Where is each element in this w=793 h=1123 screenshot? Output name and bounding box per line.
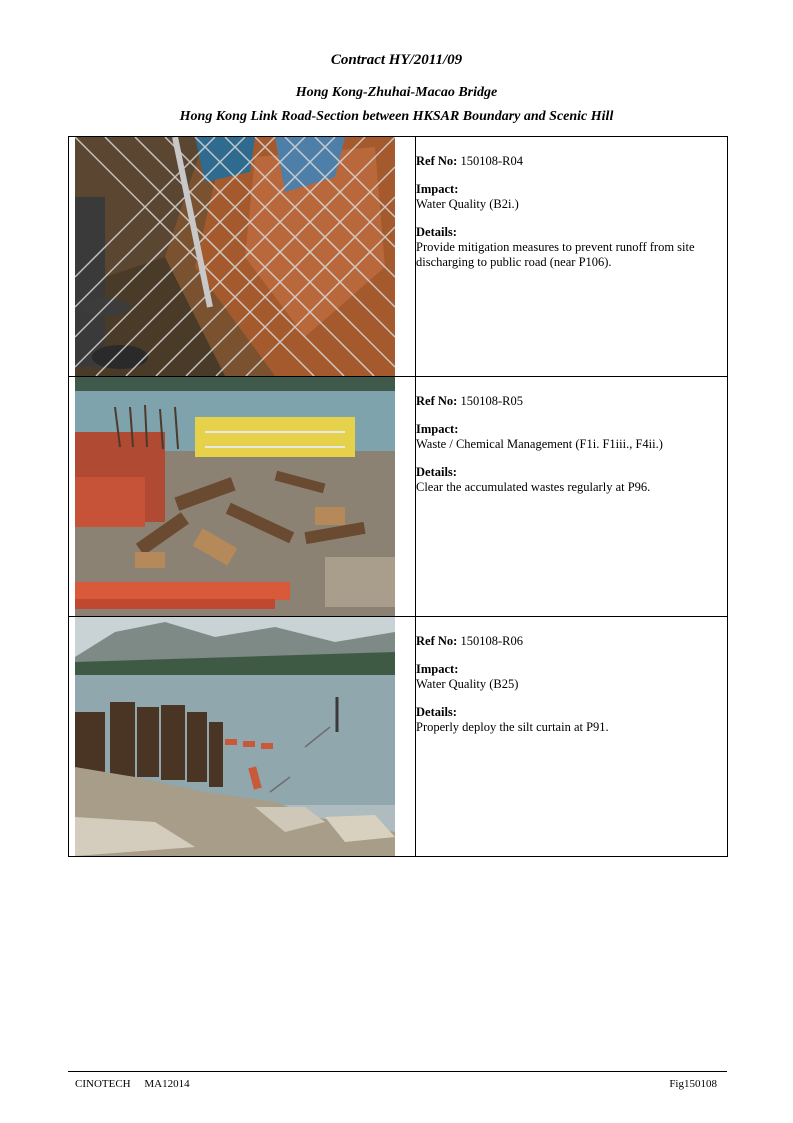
impact-block bbox=[416, 182, 727, 212]
details-value: Properly deploy the silt curtain at P91. bbox=[416, 720, 609, 734]
ref-label: Ref No: bbox=[416, 394, 458, 408]
ref-label: Ref No: bbox=[416, 634, 458, 648]
contract-title: Contract HY/2011/09 bbox=[330, 52, 463, 68]
details-block bbox=[416, 465, 727, 495]
section-title: Hong Kong Link Road-Section between HKSAR Boundary and Scenic Hill bbox=[179, 109, 614, 124]
record-details bbox=[416, 617, 728, 857]
impact-label: Impact: bbox=[416, 182, 459, 196]
site-photo-silt-curtain bbox=[69, 617, 416, 857]
ref-line bbox=[416, 634, 727, 649]
impact-value: Waste / Chemical Management (F1i. F1iii., F4ii.) bbox=[416, 437, 663, 451]
details-label: Details: bbox=[416, 225, 457, 239]
details-block bbox=[416, 705, 727, 735]
impact-block bbox=[416, 662, 727, 692]
project-title: Hong Kong-Zhuhai-Macao Bridge bbox=[295, 85, 498, 100]
ref-label: Ref No: bbox=[416, 154, 458, 168]
ref-line bbox=[416, 394, 727, 409]
footer-left bbox=[75, 1078, 190, 1090]
site-photo-waste bbox=[69, 377, 416, 617]
impact-value: Water Quality (B25) bbox=[416, 677, 519, 691]
ref-line bbox=[416, 154, 727, 169]
table-row bbox=[69, 377, 728, 617]
details-label: Details: bbox=[416, 465, 457, 479]
waste-pile-photo bbox=[75, 377, 395, 616]
footer-rule bbox=[68, 1071, 727, 1072]
impact-value: Water Quality (B2i.) bbox=[416, 197, 519, 211]
silt-curtain-photo bbox=[75, 617, 395, 856]
ref-value: 150108-R04 bbox=[460, 154, 523, 168]
record-details bbox=[416, 377, 728, 617]
table-row bbox=[69, 137, 728, 377]
impact-label: Impact: bbox=[416, 422, 459, 436]
footer-figure: Fig150108 bbox=[669, 1078, 717, 1090]
footer-report: MA12014 bbox=[144, 1078, 190, 1090]
record-details bbox=[416, 137, 728, 377]
table-row bbox=[69, 617, 728, 857]
impact-label: Impact: bbox=[416, 662, 459, 676]
footer-company: CINOTECH bbox=[75, 1078, 131, 1090]
site-photo-runoff bbox=[69, 137, 416, 377]
runoff-fence-photo bbox=[75, 137, 395, 376]
details-value: Provide mitigation measures to prevent runoff from site discharging to public road (near P106). bbox=[416, 240, 695, 269]
impact-block bbox=[416, 422, 727, 452]
inspection-table bbox=[68, 136, 728, 857]
details-label: Details: bbox=[416, 705, 457, 719]
details-value: Clear the accumulated wastes regularly at P96. bbox=[416, 480, 651, 494]
details-block bbox=[416, 225, 727, 270]
ref-value: 150108-R05 bbox=[460, 394, 523, 408]
ref-value: 150108-R06 bbox=[460, 634, 523, 648]
